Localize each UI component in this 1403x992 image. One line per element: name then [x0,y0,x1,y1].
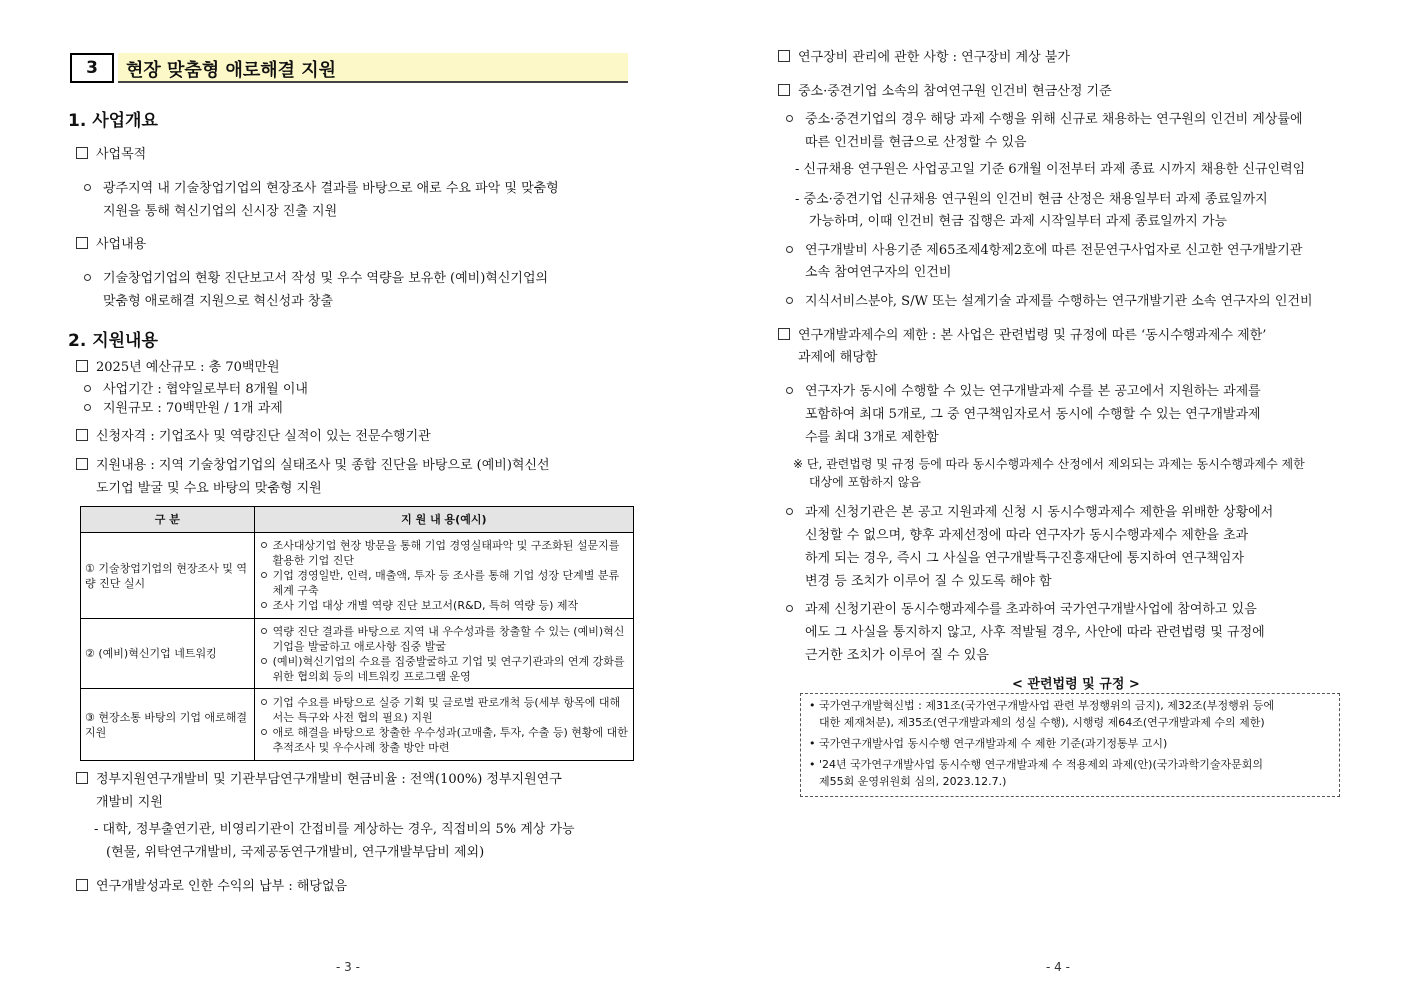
support-line-2: 도기업 발굴 및 수요 바탕의 맞춤형 지원 [96,481,322,496]
page-3 [0,0,700,992]
list-item: (예비)혁신기업의 수요를 집중발굴하고 기업 및 연구기관과의 연계 강화를 위한 협의회 등의 네트워킹 프로그램 운영 [259,654,629,684]
sme-item-1-line-1: 중소·중견기업의 경우 해당 과제 수행을 위해 신규로 채용하는 연구원의 인건비 계상률에 [786,111,1303,129]
limit-item-1-line-3: 수를 최대 3개로 제한함 [805,430,939,445]
checkbox-icon [76,458,88,470]
law-item-1-line-2: 대한 제재처분), 제35조(연구개발과제의 성실 수행), 시행령 제64조(연구개발과제 수의 제한) [819,716,1265,729]
page-4 [700,0,1403,992]
limit-item-1-line-2: 포함하여 최대 5개로, 그 중 연구책임자로서 동시에 수행할 수 있는 연구개발과제 [805,407,1261,422]
bullet-icon [84,274,91,281]
list-item: 조사대상기업 현장 방문을 통해 기업 경영실태파악 및 구조화된 설문지를 활용한 기업 진단 [259,538,629,568]
bullet-icon [84,184,91,191]
table-row-label: ③ 현장소통 바탕의 기업 애로해결 지원 [81,689,255,761]
cash-ratio-line-2: 개발비 지원 [96,795,163,810]
table-row [81,619,634,689]
bullet-icon [786,605,793,612]
law-box [800,693,1340,797]
cash-ratio-line-1: 정부지원연구개발비 및 기관부담연구개발비 현금비율 : 전액(100%) 정부지원연구 [76,771,562,789]
bullet-icon [786,115,793,122]
revenue-line: 연구개발성과로 인한 수익의 납부 : 해당없음 [76,878,347,896]
sme-item-2-line-1: 연구개발비 사용기준 제65조제4항제2호에 따른 전문연구사업자로 신고한 연구개발기관 [786,242,1302,260]
content-heading: 사업내용 [76,236,146,254]
checkbox-icon [76,237,88,249]
sme-item-1-line-2: 따른 인건비를 현금으로 산정할 수 있음 [805,135,1027,150]
checkbox-icon [778,50,790,62]
checkbox-icon [76,772,88,784]
sme-dash-2-line-2: 가능하며, 이때 인건비 현금 집행은 과제 시작일부터 과제 종료일까지 가능 [809,214,1228,229]
sme-dash-2-line-1: - 중소·중견기업 신규채용 연구원의 인건비 현금 산정은 채용일부터 과제 종료일까지 [795,192,1268,207]
sme-dash-1: - 신규채용 연구원은 사업공고일 기준 6개월 이전부터 과제 종료 시까지 채용한 신규인력임 [795,162,1306,177]
scale-line: 지원규모 : 70백만원 / 1개 과제 [84,400,283,418]
section-title: 현장 맞춤형 애로해결 지원 [126,60,337,81]
bullet-icon [786,297,793,304]
section-title-bar [118,53,628,83]
checkbox-icon [778,328,790,340]
law-item-3-line-1: • '24년 국가연구개발사업 동시수행 연구개발과제 수 적용제외 과제(안)(국가과학기술자문회의 [809,758,1264,771]
period-line: 사업기간 : 협약일로부터 8개월 이내 [84,381,308,399]
bullet-icon [786,387,793,394]
law-heading: < 관련법령 및 규정 > [1012,677,1140,692]
law-item-1-line-1: • 국가연구개발혁신법 : 제31조(국가연구개발사업 관련 부정행위의 금지), 제32조(부정행위 등에 [809,699,1275,712]
indirect-cost-line-2: (현물, 위탁연구개발비, 국제공동연구개발비, 연구개발부담비 제외) [106,845,485,860]
table-header-row [81,507,634,533]
list-item: 역량 진단 결과를 바탕으로 지역 내 우수성과를 창출할 수 있는 (예비)혁신기업을 발굴하고 애로사항 집중 발굴 [259,624,629,654]
limit-item-3-line-3: 근거한 조치가 이루어 질 수 있음 [805,648,989,663]
content-line-2: 맞춤형 애로해결 지원으로 혁신성과 창출 [103,294,334,309]
checkbox-icon [76,879,88,891]
bullet-icon [786,246,793,253]
purpose-line-2: 지원을 통해 혁신기업의 신시장 진출 지원 [103,204,338,219]
limit-line-1: 연구개발과제수의 제한 : 본 사업은 관련법령 및 규정에 따른 ‘동시수행과제수 제한’ [778,327,1266,345]
checkbox-icon [76,147,88,159]
table-row-content [254,689,633,761]
table-row-label: ② (예비)혁신기업 네트워킹 [81,619,255,689]
sme-item-3: 지식서비스분야, S/W 또는 설계기술 과제를 수행하는 연구개발기관 소속 연구자의 인건비 [786,293,1313,311]
heading-support: 2. 지원내용 [68,331,158,351]
sme-item-2-line-2: 소속 참여연구자의 인건비 [805,265,952,280]
checkbox-icon [76,360,88,372]
page-number: - 3 - [336,960,360,974]
list-item: 기업 경영일반, 인력, 매출액, 투자 등 조사를 통해 기업 성장 단계별 분류 체계 구축 [259,568,629,598]
table-header-content: 지 원 내 용(예시) [254,507,633,533]
limit-item-2-line-3: 하게 되는 경우, 즉시 그 사실을 연구개발특구진흥재단에 통지하여 연구책임자 [805,551,1245,566]
list-item: 기업 수요를 바탕으로 실증 기획 및 글로벌 판로개척 등(세부 항목에 대해서는 특구와 사전 협의 필요) 지원 [259,695,629,725]
table-row-label: ① 기술창업기업의 현장조사 및 역량 진단 실시 [81,533,255,619]
support-table [80,506,634,761]
note-line-2: 대상에 포함하지 않음 [809,475,921,489]
equipment-line: 연구장비 관리에 관한 사항 : 연구장비 계상 불가 [778,49,1070,67]
bullet-icon [84,385,91,392]
heading-overview: 1. 사업개요 [68,111,158,131]
limit-item-3-line-2: 에도 그 사실을 통지하지 않고, 사후 적발될 경우, 사안에 따라 관련법령 및 규정에 [805,625,1265,640]
content-line-1: 기술창업기업의 현황 진단보고서 작성 및 우수 역량을 보유한 (예비)혁신기업의 [84,270,548,288]
law-item-3-line-2: 제55회 운영위원회 심의, 2023.12.7.) [819,775,1007,788]
support-line-1: 지원내용 : 지역 기술창업기업의 실태조사 및 종합 진단을 바탕으로 (예비)혁신선 [76,457,550,475]
limit-line-2: 과제에 해당함 [798,350,878,365]
purpose-line-1: 광주지역 내 기술창업기업의 현장조사 결과를 바탕으로 애로 수요 파악 및 맞춤형 [84,180,559,198]
limit-item-3-line-1: 과제 신청기관이 동시수행과제수를 초과하여 국가연구개발사업에 참여하고 있음 [786,601,1257,619]
checkbox-icon [778,84,790,96]
bullet-icon [786,508,793,515]
limit-item-2-line-2: 신청할 수 없으며, 향후 과제선정에 따라 연구자가 동시수행과제수 제한을 초과 [805,528,1249,543]
limit-item-2-line-1: 과제 신청기관은 본 공고 지원과제 신청 시 동시수행과제수 제한을 위배한 상황에서 [786,504,1273,522]
list-item: 조사 기업 대상 개별 역량 진단 보고서(R&D, 특허 역량 등) 제작 [259,598,629,613]
page-number: - 4 - [1046,960,1070,974]
qualification-line: 신청자격 : 기업조사 및 역량진단 실적이 있는 전문수행기관 [76,428,431,446]
law-item-2: • 국가연구개발사업 동시수행 연구개발과제 수 제한 기준(과기정통부 고시) [809,737,1168,750]
purpose-heading: 사업목적 [76,146,146,164]
note-line-1: ※ 단, 관련법령 및 규정 등에 따라 동시수행과제수 산정에서 제외되는 과제는 동시수행과제수 제한 [793,457,1305,471]
section-number: 3 [70,53,114,83]
checkbox-icon [76,429,88,441]
bullet-icon [84,404,91,411]
budget-line: 2025년 예산규모 : 총 70백만원 [76,359,280,377]
limit-item-2-line-4: 변경 등 조치가 이루어 질 수 있도록 해야 함 [805,574,1052,589]
indirect-cost-line-1: - 대학, 정부출연기관, 비영리기관이 간접비를 계상하는 경우, 직접비의 5% 계상 가능 [94,822,575,837]
table-row-content [254,619,633,689]
list-item: 애로 해결을 바탕으로 창출한 우수성과(고매출, 투자, 수출 등) 현황에 대한 추적조사 및 우수사례 창출 방안 마련 [259,725,629,755]
limit-item-1-line-1: 연구자가 동시에 수행할 수 있는 연구개발과제 수를 본 공고에서 지원하는 과제를 [786,383,1261,401]
table-row [81,689,634,761]
table-row-content [254,533,633,619]
table-header-category: 구 분 [81,507,255,533]
table-row [81,533,634,619]
sme-heading: 중소·중견기업 소속의 참여연구원 인건비 현금산정 기준 [778,83,1112,101]
